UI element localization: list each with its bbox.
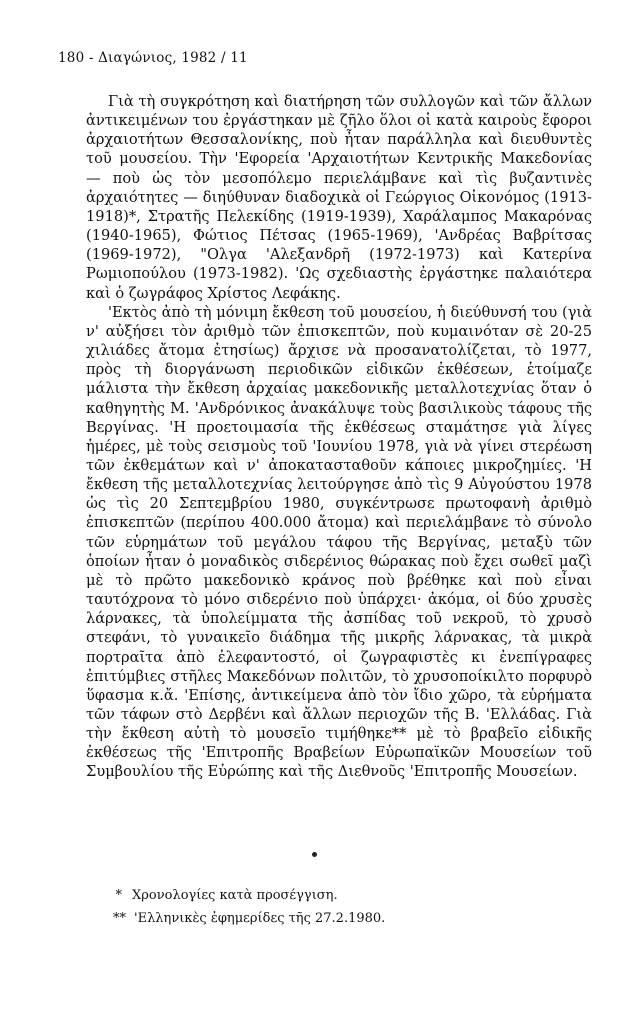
section-divider-dot [312, 852, 317, 857]
footnote-mark: * [115, 888, 122, 903]
footnote-text: 'Ελληνικὲς ἐφημερίδες τῆς 27.2.1980. [134, 911, 386, 926]
body-text [86, 92, 592, 782]
footnote-mark: ** [113, 911, 126, 926]
footnote [104, 884, 584, 907]
footnote [104, 907, 584, 930]
running-header: 180 - Διαγώνιος, 1982 / 11 [58, 50, 248, 66]
footnote-text: Χρονολογίες κατὰ προσέγγιση. [132, 888, 338, 903]
paragraph: 'Εκτὸς ἀπὸ τὴ μόνιμη ἔκθεση τοῦ μουσείου, ἡ διεύθυνσή του (γιὰ ν' αὐξήσει τὸν ἀριθμὸ τῶν ἐπισκεπτῶν, ποὺ κυμαινόταν σὲ 20-25 χιλιάδες ἄτομα ἐτησίως) ἄρχισε νὰ προσανατολίζεται, τὸ 1977, πρὸς τὴ διοργάνωση περιοδικῶν εἰδικῶν ἐκθέσεων, ἑτοίμαζε μάλιστα τὴν ἔκθεση ἀρχαίας μακεδονικῆς μεταλλοτεχνίας ὅταν ὁ καθηγητὴς Μ. 'Ανδρόνικος ἀνακάλυψε τοὺς βασιλικοὺς τάφους τῆς Βεργίνας. 'Η προετοιμασία τῆς ἐκθέσεως σταμάτησε γιὰ λίγες ἡμέρες, μὲ τοὺς σεισμοὺς τοῦ 'Ιουνίου 1978, γιὰ νὰ γίνει στερέωση τῶν ἐκθεμάτων καὶ ν' ἀποκατασταθοῦν κάποιες μικροζημίες. 'Η ἔκθεση τῆς μεταλλοτεχνίας λειτούργησε ἀπὸ τὶς 9 Αὐγούστου 1978 ὡς τὶς 20 Σεπτεμβρίου 1980, συγκέντρωσε πρωτοφανὴ ἀριθμὸ ἐπισκεπτῶν (περίπου 400.000 ἄτομα) καὶ περιελάμβανε τὸ σύνολο τῶν εὑρημάτων τοῦ μεγάλου τάφου τῆς Βεργίνας, μεταξὺ τῶν ὁποίων ἦταν ὁ μοναδικὸς σιδερένιος θώρακας ποὺ ἔχει σωθεῖ μαζὶ μὲ τὸ πρῶτο μακεδονικὸ κράνος ποὺ βρέθηκε καὶ ποὺ εἶναι ταυτόχρονα τὸ μόνο σιδερένιο ποὺ ὑπάρχει· ἀκόμα, οἱ δύο χρυσὲς λάρνακες, τὰ ὑπολείμματα τῆς ἀσπίδας τοῦ νεκροῦ, τὸ χρυσὸ στεφάνι, τὸ γυναικεῖο διάδημα τῆς μικρῆς λάρνακας, τὰ μικρὰ πορτραῖτα ἀπὸ ἐλεφαντοστό, οἱ ζωγραφιστὲς κι ἐνεπίγραφες ἐπιτύμβιες στῆλες Μακεδόνων πολιτῶν, τὸ χρυσοποίκιλτο πορφυρὸ ὕφασμα κ.ἄ. 'Επίσης, ἀντικείμενα ἀπὸ τὸν ἴδιο χῶρο, τὰ εὑρήματα τῶν τάφων στὸ Δερβένι καὶ ἄλλων περιοχῶν τῆς Β. 'Ελλάδας. Γιὰ τὴν ἔκθεση αὐτὴ τὸ μουσεῖο τιμήθηκε** μὲ τὸ βραβεῖο εἰδικῆς ἐκθέσεως τῆς 'Επιτροπῆς Βραβείων Εὐρωπαϊκῶν Μουσείων τοῦ Συμβουλίου τῆς Εὐρώπης καὶ τῆς Διεθνοῦς 'Επιτροπῆς Μουσείων. [86, 303, 592, 781]
paragraph: Γιὰ τὴ συγκρότηση καὶ διατήρηση τῶν συλλογῶν καὶ τῶν ἄλλων ἀντικειμένων του ἐργάστηκαν μὲ ζῆλο ὅλοι οἱ κατὰ καιροὺς ἔφοροι ἀρχαιοτήτων Θεσσαλονίκης, ποὺ ἦταν παράλληλα καὶ διευθυντὲς τοῦ μουσείου. Τὴν 'Εφορεία 'Αρχαιοτήτων Κεντρικῆς Μακεδονίας — ποὺ ὡς τὸν μεσοπόλεμο περιελάμβανε καὶ τὶς βυζαντινὲς ἀρχαιότητες — διηύθυναν διαδοχικὰ οἱ Γεώργιος Οἰκονόμος (1913-1918)*, Στρατῆς Πελεκίδης (1919-1939), Χαράλαμπος Μακαρόνας (1940-1965), Φώτιος Πέτσας (1965-1969), 'Ανδρέας Βαβρίτσας (1969-1972), "Ολγα 'Αλεξανδρῆ (1972-1973) καὶ Κατερίνα Ρωμιοπούλου (1973-1982). 'Ως σχεδιαστὴς ἐργάστηκε παλαιότερα καὶ ὁ ζωγράφος Χρίστος Λεφάκης. [86, 93, 592, 302]
footnotes [104, 884, 584, 930]
